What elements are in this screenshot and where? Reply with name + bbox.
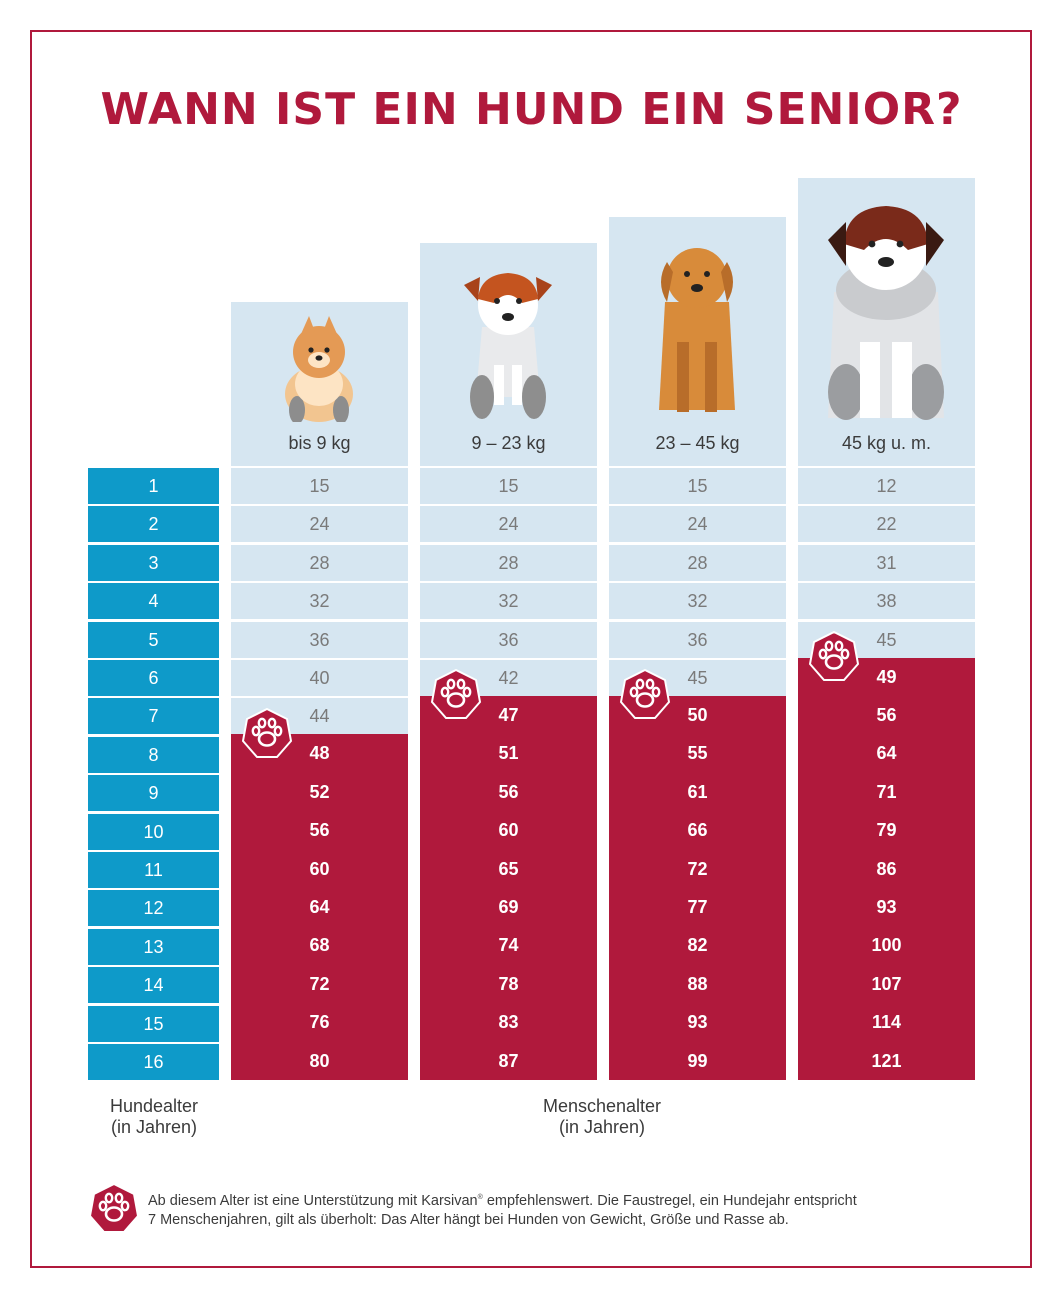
human-age-cell: 56 — [231, 811, 408, 849]
human-age-cell: 74 — [420, 926, 597, 964]
dog-age-cell: 13 — [88, 929, 219, 965]
human-age-axis-label: Menschenalter (in Jahren) — [542, 1096, 662, 1137]
paw-badge-icon — [619, 668, 671, 720]
human-age-cell: 44 — [231, 698, 408, 734]
paw-badge-icon — [241, 707, 293, 759]
weight-column-header — [420, 243, 597, 466]
dog-age-cell: 12 — [88, 890, 219, 926]
human-age-cell: 36 — [231, 622, 408, 658]
human-age-cell: 80 — [231, 1042, 408, 1080]
human-age-cell: 72 — [231, 965, 408, 1003]
human-age-cell: 60 — [231, 850, 408, 888]
footnote-line2: 7 Menschenjahren, gilt als überholt: Das Alter hängt bei Hunden von Gewicht, Größe und Rasse ab. — [148, 1211, 789, 1228]
human-age-cell: 45 — [798, 622, 975, 658]
dog-age-cell: 2 — [88, 506, 219, 542]
human-age-cell: 15 — [609, 468, 786, 504]
human-age-cell: 61 — [609, 773, 786, 811]
retriever-icon — [609, 232, 786, 427]
human-age-cell: 99 — [609, 1042, 786, 1080]
human-age-cell: 56 — [798, 696, 975, 734]
dog-age-cell: 6 — [88, 660, 219, 696]
human-age-cell: 56 — [420, 773, 597, 811]
human-age-cell: 38 — [798, 583, 975, 619]
dog-age-cell: 7 — [88, 698, 219, 734]
human-age-cell: 55 — [609, 734, 786, 772]
paw-badge-icon — [88, 1182, 140, 1234]
human-age-cell: 72 — [609, 850, 786, 888]
dog-age-cell: 3 — [88, 545, 219, 581]
human-age-cell: 32 — [420, 583, 597, 619]
dog-age-cell: 16 — [88, 1044, 219, 1080]
human-age-cell: 93 — [609, 1003, 786, 1041]
human-age-cell: 65 — [420, 850, 597, 888]
human-age-cell: 68 — [231, 926, 408, 964]
human-age-cell: 28 — [231, 545, 408, 581]
human-age-cell: 42 — [420, 660, 597, 696]
human-age-cell: 69 — [420, 888, 597, 926]
human-age-cell: 49 — [798, 658, 975, 696]
human-age-cell: 22 — [798, 506, 975, 542]
page-title: WANN IST EIN HUND EIN SENIOR? — [100, 84, 963, 135]
weight-label: bis 9 kg — [288, 433, 351, 453]
human-age-cell: 71 — [798, 773, 975, 811]
dog-age-cell: 5 — [88, 622, 219, 658]
human-age-cell: 87 — [420, 1042, 597, 1080]
human-age-cell: 15 — [420, 468, 597, 504]
paw-badge-icon — [430, 668, 482, 720]
st-bernard-icon — [798, 192, 975, 427]
weight-label: 45 kg u. m. — [841, 433, 932, 453]
weight-label: 9 – 23 kg — [471, 433, 546, 453]
dog-age-cell: 8 — [88, 737, 219, 773]
human-age-cell: 82 — [609, 926, 786, 964]
dog-age-cell: 9 — [88, 775, 219, 811]
weight-column-header — [609, 217, 786, 466]
pomeranian-icon — [231, 312, 408, 427]
human-age-cell: 100 — [798, 926, 975, 964]
human-age-cell: 114 — [798, 1003, 975, 1041]
human-age-cell: 31 — [798, 545, 975, 581]
human-age-cell: 47 — [420, 696, 597, 734]
human-age-cell: 36 — [609, 622, 786, 658]
human-age-cell: 79 — [798, 811, 975, 849]
human-age-cell: 28 — [609, 545, 786, 581]
human-age-cell: 45 — [609, 660, 786, 696]
human-age-cell: 107 — [798, 965, 975, 1003]
registered-mark: ® — [477, 1194, 483, 1201]
human-age-cell: 83 — [420, 1003, 597, 1041]
human-age-cell: 78 — [420, 965, 597, 1003]
dog-age-cell: 1 — [88, 468, 219, 504]
human-age-cell: 88 — [609, 965, 786, 1003]
dog-age-axis-label: Hundealter (in Jahren) — [109, 1096, 199, 1137]
footnote-line1b: empfehlenswert. Die Faustregel, ein Hundejahr entspricht — [482, 1192, 857, 1209]
human-age-cell: 36 — [420, 622, 597, 658]
human-age-cell: 32 — [231, 583, 408, 619]
human-age-cell: 66 — [609, 811, 786, 849]
human-age-cell: 60 — [420, 811, 597, 849]
human-age-cell: 48 — [231, 734, 408, 772]
footnote — [148, 1188, 978, 1230]
paw-badge-icon — [808, 630, 860, 682]
jack-russell-icon — [420, 257, 597, 427]
human-age-cell: 24 — [231, 506, 408, 542]
dog-age-cell: 10 — [88, 814, 219, 850]
human-age-cell: 24 — [609, 506, 786, 542]
human-age-cell: 51 — [420, 734, 597, 772]
human-age-cell: 76 — [231, 1003, 408, 1041]
dog-age-cell: 14 — [88, 967, 219, 1003]
human-age-cell: 24 — [420, 506, 597, 542]
weight-label: 23 – 45 kg — [655, 433, 740, 453]
human-age-cell: 15 — [231, 468, 408, 504]
human-age-cell: 28 — [420, 545, 597, 581]
human-age-cell: 64 — [231, 888, 408, 926]
dog-age-cell: 4 — [88, 583, 219, 619]
human-age-cell: 52 — [231, 773, 408, 811]
human-age-cell: 12 — [798, 468, 975, 504]
human-age-cell: 40 — [231, 660, 408, 696]
human-age-cell: 121 — [798, 1042, 975, 1080]
dog-age-cell: 15 — [88, 1006, 219, 1042]
human-age-cell: 64 — [798, 734, 975, 772]
human-age-cell: 50 — [609, 696, 786, 734]
dog-age-cell: 11 — [88, 852, 219, 888]
weight-column-header — [231, 302, 408, 466]
human-age-cell: 77 — [609, 888, 786, 926]
human-age-cell: 86 — [798, 850, 975, 888]
human-age-cell: 93 — [798, 888, 975, 926]
human-age-cell: 32 — [609, 583, 786, 619]
weight-column-header — [798, 178, 975, 466]
footnote-line1a: Ab diesem Alter ist eine Unterstützung mit Karsivan — [148, 1192, 478, 1209]
